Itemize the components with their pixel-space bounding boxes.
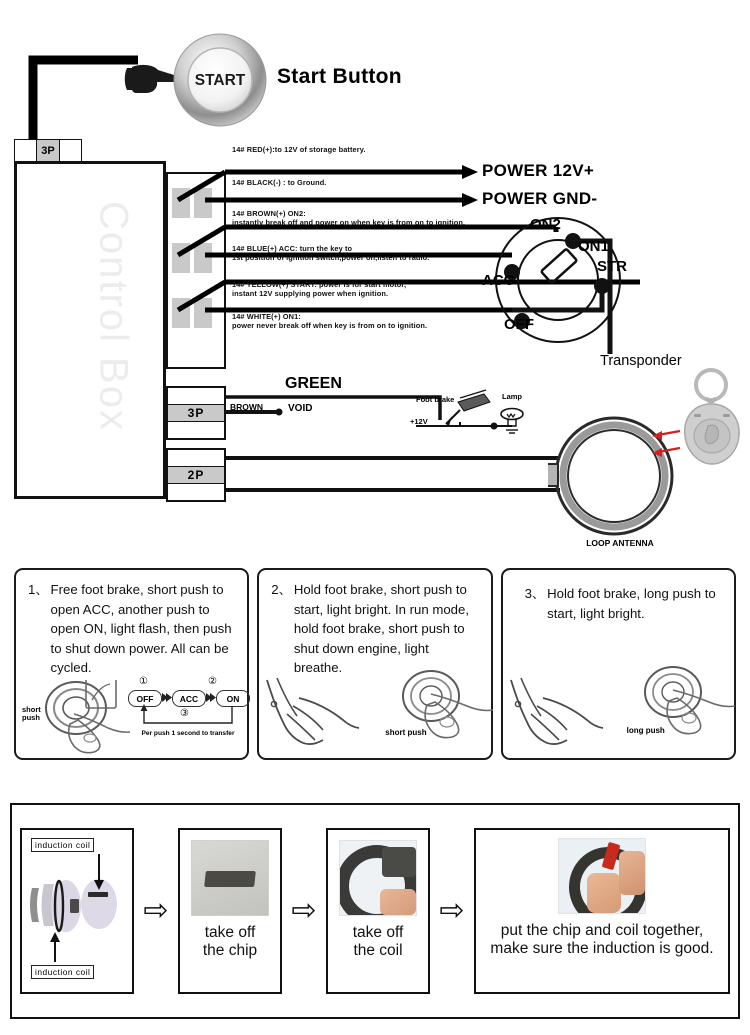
wire-label-yellow-line1: 14# YELLOW(+) START: power is for start motor, bbox=[232, 280, 407, 289]
state-on: ON bbox=[216, 690, 250, 707]
instruction-2-number: 2、 bbox=[271, 582, 292, 597]
terminal-power-12v: POWER 12V+ bbox=[482, 161, 595, 180]
cycle-note: Per push 1 second to transfer bbox=[141, 730, 235, 737]
flow-arrow-1: ⇨ bbox=[143, 894, 169, 927]
chip-caption-line1: take off bbox=[204, 924, 256, 941]
state-cycle-diagram bbox=[128, 676, 248, 754]
switch-label-on2: ON2 bbox=[530, 216, 561, 233]
wire-label-brown-line2: instantly break off and power on when key is from on to ignition. bbox=[232, 217, 466, 227]
transponder-label: Transponder bbox=[600, 353, 682, 369]
long-push-illustration-3 bbox=[633, 664, 737, 754]
coil-caption-line1: take off bbox=[352, 924, 404, 941]
coil-photo bbox=[339, 840, 417, 916]
instruction-panels bbox=[14, 568, 736, 760]
coil-arrows-icon bbox=[22, 852, 136, 972]
induction-coil-label-top: induction coil bbox=[31, 838, 94, 852]
flow-arrow-3: ⇨ bbox=[439, 894, 465, 927]
state-acc: ACC bbox=[172, 690, 206, 707]
together-caption-line1: put the chip and coil together, bbox=[500, 922, 704, 939]
together-caption-line2: make sure the induction is good. bbox=[490, 940, 714, 957]
brown-wire-label: BROWN bbox=[230, 402, 264, 412]
start-button-label: START bbox=[194, 72, 246, 89]
instruction-panel-1 bbox=[14, 568, 249, 760]
instruction-2-text: Hold foot brake, short push to start, light bright. In run mode, hold foot brake, short push to shut down engine, light breathe. bbox=[293, 582, 470, 675]
instruction-panel-2 bbox=[257, 568, 492, 760]
install-step-chip bbox=[178, 828, 282, 994]
instruction-panel-3 bbox=[501, 568, 736, 760]
wire-label-white-line1: 14# WHITE(+) ON1: bbox=[232, 312, 301, 321]
coil-caption-line2: the coil bbox=[353, 942, 403, 959]
instruction-1-push-label: short push bbox=[22, 705, 41, 722]
wire-label-red-line1: 14# RED(+):to 12V of storage battery. bbox=[232, 145, 366, 154]
control-box-label: Control Box bbox=[91, 201, 136, 432]
wire-label-black-line1: 14# BLACK(-) : to Ground. bbox=[232, 178, 327, 187]
flow-arrow-2: ⇨ bbox=[291, 894, 317, 927]
switch-label-on1: ON1 bbox=[578, 238, 609, 255]
instruction-2-push-label: short push bbox=[385, 728, 427, 737]
install-step-coil bbox=[20, 828, 134, 994]
wire-label-white-line2: power never break off when key is from on to ignition. bbox=[232, 320, 428, 330]
induction-arrows-icon bbox=[648, 426, 684, 458]
foot-brake-illustration-2 bbox=[263, 676, 395, 756]
assembly-photo bbox=[558, 838, 646, 914]
instruction-1-number: 1、 bbox=[28, 582, 49, 597]
transponder-fob-icon bbox=[678, 368, 748, 473]
install-step-coil-off bbox=[326, 828, 430, 994]
lamp-label: Lamp bbox=[502, 392, 523, 401]
void-label: VOID bbox=[288, 403, 313, 414]
instruction-3-number: 3、 bbox=[524, 586, 546, 601]
install-steps-panel bbox=[10, 803, 740, 1019]
supply-12v-label: +12V bbox=[410, 417, 428, 426]
loop-antenna-label: LOOP ANTENNA bbox=[586, 538, 654, 548]
connector-2p-label: 2P bbox=[168, 467, 224, 484]
green-wire-label: GREEN bbox=[285, 375, 342, 392]
instruction-1-text: Free foot brake, short push to open ACC, another push to open ON, light flash, then push to shut down power. All can be cycled. bbox=[50, 582, 232, 675]
step-mark-1: ① bbox=[139, 676, 148, 687]
step-mark-2: ② bbox=[208, 676, 217, 687]
foot-brake-illustration-3 bbox=[507, 676, 639, 756]
short-push-illustration-1 bbox=[34, 680, 142, 754]
switch-label-str: STR bbox=[597, 258, 627, 275]
wire-label-brown-line1: 14# BROWN(+) ON2: bbox=[232, 209, 306, 218]
chip-caption-line2: the chip bbox=[202, 942, 258, 959]
induction-coil-label-bottom: induction coil bbox=[31, 965, 94, 979]
install-step-together bbox=[474, 828, 730, 994]
wire-label-blue-line1: 14# BLUE(+) ACC: turn the key to bbox=[232, 244, 353, 253]
step-mark-3: ③ bbox=[180, 708, 189, 719]
connector-3p-top-label: 3P bbox=[37, 140, 59, 161]
start-button-caption: Start Button bbox=[277, 65, 402, 88]
instruction-3-text: Hold foot brake, long push to start, light bright. bbox=[547, 586, 716, 621]
wire-label-yellow-line2: instant 12V supplying power when ignition. bbox=[232, 288, 389, 298]
chip-photo bbox=[191, 840, 269, 916]
switch-label-acc: ACC bbox=[482, 272, 515, 289]
foot-brake-label: Foot brake bbox=[416, 395, 455, 404]
state-off: OFF bbox=[128, 690, 162, 707]
switch-label-off: OFF bbox=[504, 316, 534, 333]
wire-label-blue-line2: 1st position of ignition switch,power on,listen to radio. bbox=[232, 252, 430, 262]
terminal-power-gnd: POWER GND- bbox=[482, 189, 598, 208]
short-push-illustration-2 bbox=[391, 668, 495, 754]
connector-3p-mid-label: 3P bbox=[168, 405, 224, 422]
instruction-3-push-label: long push bbox=[626, 726, 665, 735]
